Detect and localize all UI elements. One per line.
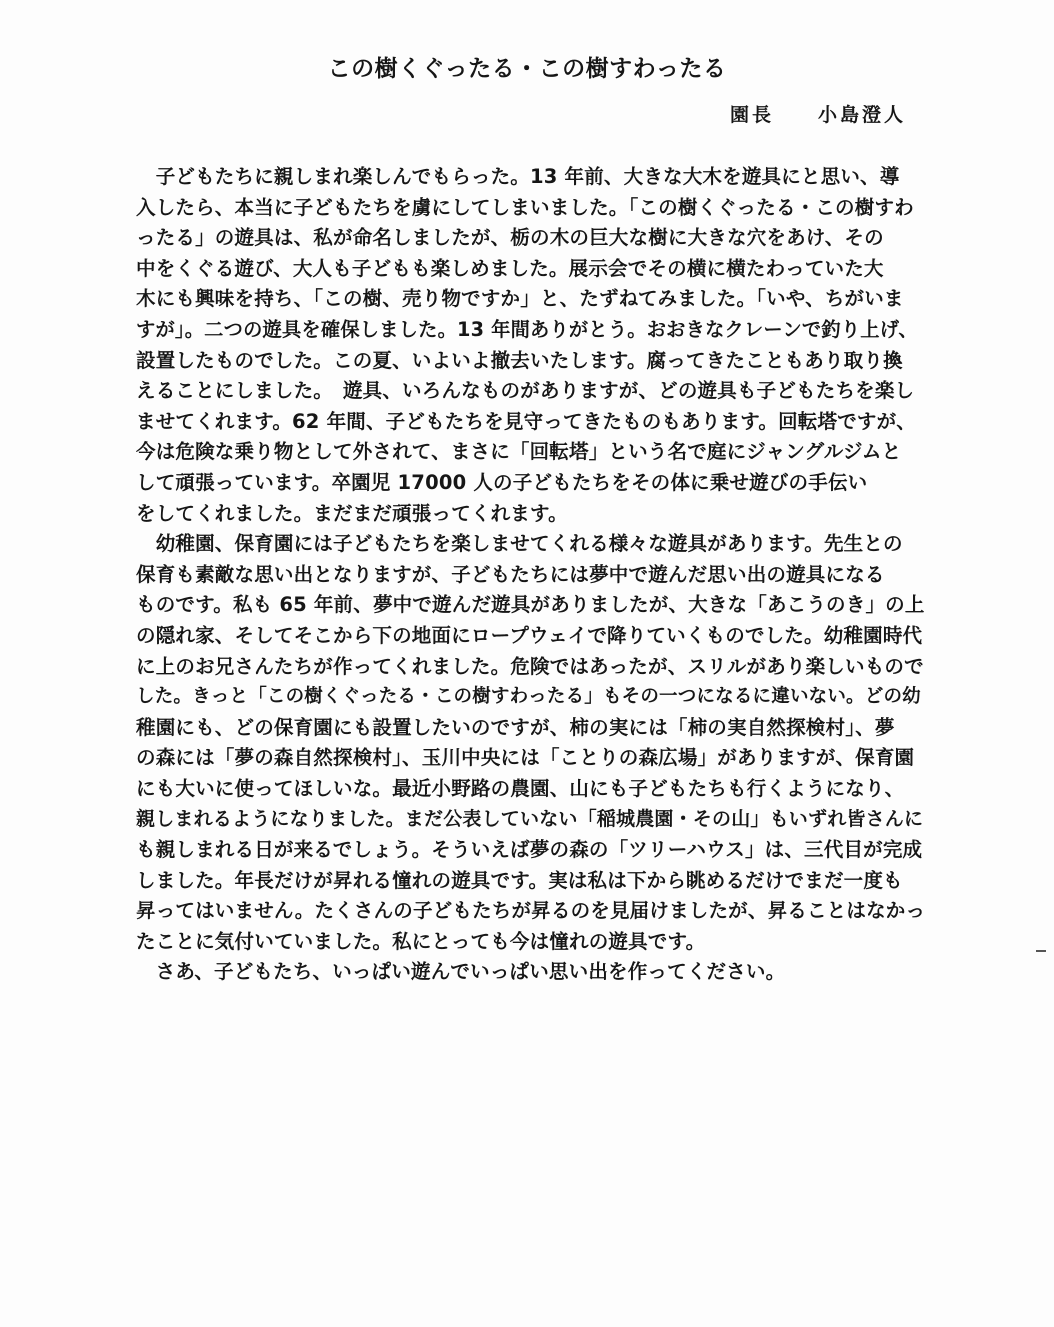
body-line: 幼稚園、保育園には子どもたちを楽しませてくれる様々な遊具があります。先生との <box>136 532 903 556</box>
body-line: 中をくぐる遊び、大人も子どもも楽しめました。展示会でその横に横たわっていた大 <box>136 256 884 280</box>
body-line: 保育も素敵な思い出となりますが、子どもたちには夢中で遊んだ思い出の遊具になる <box>136 562 885 586</box>
body-line: 今は危険な乗り物として外されて、まさに「回転塔」という名で庭にジャングルジムと <box>136 440 902 464</box>
body-line: の隠れ家、そしてそこから下の地面にロープウェイで降りていくものでした。幼稚園時代 <box>136 623 923 647</box>
body-line: にも大いに使ってほしいな。最近小野路の農園、山にも子どもたちも行くようになり、 <box>136 776 905 800</box>
body-line: に上のお兄さんたちが作ってくれました。危険ではあったが、スリルがあり楽しいもので <box>136 654 924 678</box>
body-text <box>136 162 926 988</box>
body-line: ものです。私も 65 年前、夢中で遊んだ遊具がありましたが、大きな「あこうのき」の上 <box>136 593 925 617</box>
scan-mark <box>1036 950 1046 952</box>
body-line: 入したら、本当に子どもたちを虜にしてしまいました。「この樹くぐったる・この樹すわ <box>136 195 914 219</box>
body-line: 木にも興味を持ち、「この樹、売り物ですか」と、たずねてみました。「いや、ちがいま <box>136 287 904 311</box>
document-title: この樹くぐったる・この樹すわったる <box>327 56 727 82</box>
body-line: して頑張っています。卒園児 17000 人の子どもたちをその体に乗せ遊びの手伝い <box>136 470 868 494</box>
body-line: した。きっと「この樹くぐったる・この樹すわったる」もその一つになるに違いない。どの幼 <box>136 686 921 708</box>
body-line: ませてくれます。62 年間、子どもたちを見守ってきたものもあります。回転塔ですが、 <box>136 409 917 433</box>
body-line: しました。年長だけが昇れる憧れの遊具です。実は私は下から眺めるだけでまだ一度も <box>136 868 903 892</box>
body-line: 親しまれるようになりました。まだ公表していない「稲城農園・その山」もいずれ皆さんに <box>136 808 924 831</box>
body-line: ったる」の遊具は、私が命名しましたが、栃の木の巨大な樹に大きな穴をあけ、その <box>136 226 884 250</box>
body-line: さあ、子どもたち、いっぱい遊んでいっぱい思い出を作ってください。 <box>136 960 786 984</box>
body-line: 昇ってはいません。たくさんの子どもたちが昇るのを見届けましたが、昇ることはなかっ <box>136 899 926 923</box>
body-line: えることにしました。 遊具、いろんなものがありますが、どの遊具も子どもたちを楽し <box>136 379 915 403</box>
author-line: 園長 小島澄人 <box>729 104 906 126</box>
body-line: の森には「夢の森自然探検村」、玉川中央には「ことりの森広場」がありますが、保育園 <box>136 746 915 770</box>
body-line: をしてくれました。まだまだ頑張ってくれます。 <box>136 501 568 525</box>
body-line: たことに気付いていました。私にとっても今は憧れの遊具です。 <box>136 929 706 953</box>
body-line: も親しまれる日が来るでしょう。そういえば夢の森の「ツリーハウス」は、三代目が完成 <box>136 838 923 862</box>
body-line: 子どもたちに親しまれ楽しんでもらった。13 年前、大きな大木を遊具にと思い、導 <box>136 165 900 188</box>
body-line: 稚園にも、どの保育園にも設置したいのですが、柿の実には「柿の実自然探検村」、夢 <box>136 715 895 739</box>
body-line: 設置したものでした。この夏、いよいよ撤去いたします。腐ってきたこともあり取り換 <box>136 348 903 372</box>
body-line: すが」。二つの遊具を確保しました。13 年間ありがとう。おおきなクレーンで釣り上げ、 <box>136 317 918 341</box>
